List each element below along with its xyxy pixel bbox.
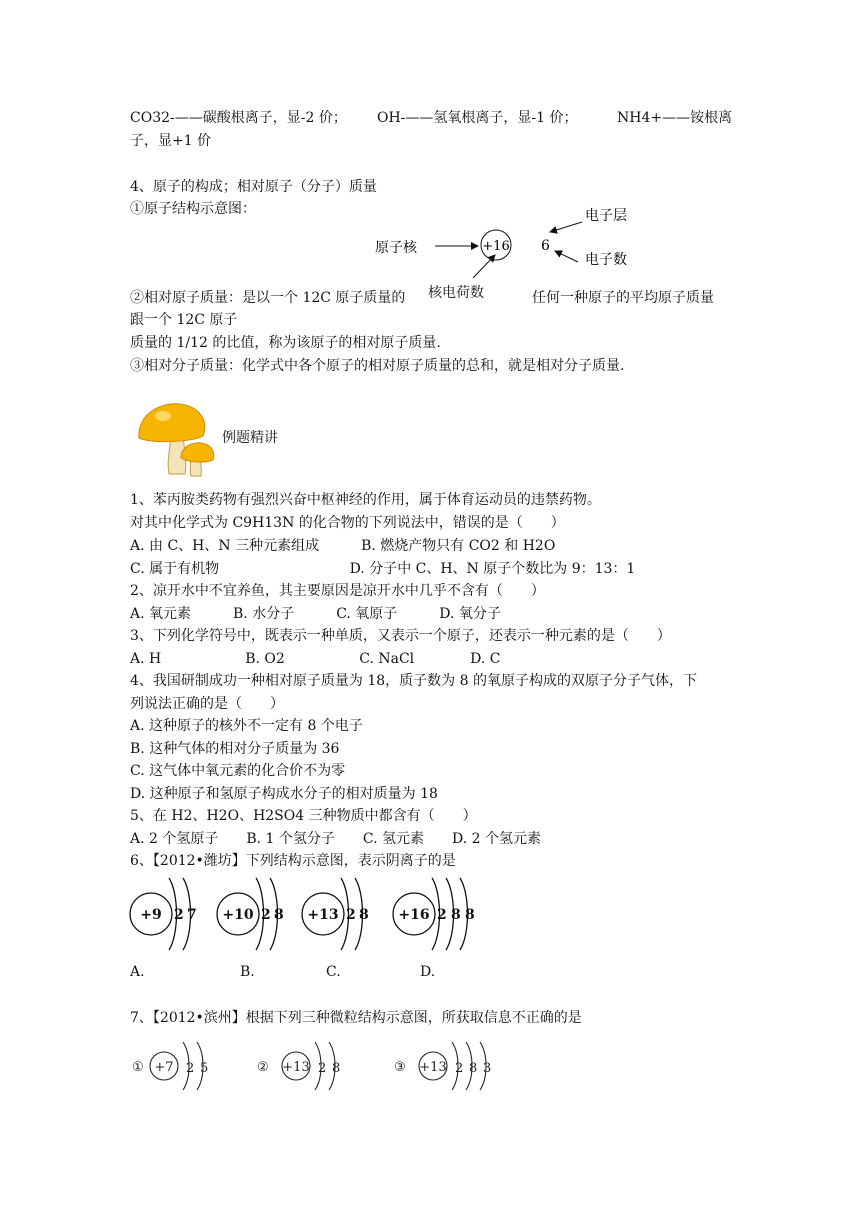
q6-option-b: B. xyxy=(240,964,255,980)
relative-atomic-mass-a: ②相对原子质量：是以一个 12C 原子质量的 xyxy=(130,290,406,306)
q6-option-a: A. xyxy=(130,964,145,980)
q6-b-shell: 8 xyxy=(274,907,284,923)
q7-2-marker: ② xyxy=(257,1060,269,1075)
shell-electrons: 6 xyxy=(541,238,550,254)
ion-nh4: NH4+——铵根离 xyxy=(617,110,733,126)
question-line: A. 这种原子的核外不一定有 8 个电子 xyxy=(130,718,363,734)
q6-d-shell: 2 xyxy=(437,907,447,923)
question-line: D. 这种原子和氢原子构成水分子的相对质量为 18 xyxy=(130,786,438,802)
question-line: 2、凉开水中不宜养鱼，其主要原因是凉开水中几乎不含有（ ） xyxy=(130,583,545,599)
relative-molecular-mass: ③相对分子质量：化学式中各个原子的相对原子质量的总和，就是相对分子质量. xyxy=(130,358,625,374)
relative-atomic-mass-b: 任何一种原子的平均原子质量 xyxy=(532,290,714,306)
q6-c-shell: 8 xyxy=(359,907,369,923)
q6-a-shell: 2 xyxy=(174,907,184,923)
q7-structure-diagrams xyxy=(125,1036,525,1096)
question-line: 6、【2012•潍坊】下列结构示意图，表示阴离子的是 xyxy=(130,853,456,869)
nuclear-charge-label: 核电荷数 xyxy=(428,285,484,301)
electron-count-label: 电子数 xyxy=(585,252,627,268)
q7-2-nucleus: +13 xyxy=(282,1060,310,1075)
question-line: 1、苯丙胺类药物有强烈兴奋中枢神经的作用，属于体育运动员的违禁药物。 xyxy=(130,492,601,508)
question-line: A. 由 C、H、N 三种元素组成 B. 燃烧产物只有 CO2 和 H2O xyxy=(130,538,556,554)
question-line: A. 氧元素 B. 水分子 C. 氧原子 D. 氧分子 xyxy=(130,606,501,622)
q6-d-shell: 8 xyxy=(465,907,475,923)
relative-atomic-mass-d: 质量的 1/12 的比值，称为该原子的相对原子质量. xyxy=(130,335,441,351)
question-line: C. 属于有机物 D. 分子中 C、H、N 原子个数比为 9：13：1 xyxy=(130,561,636,577)
q6-option-d: D. xyxy=(420,964,436,980)
question-line: 列说法正确的是（ ） xyxy=(130,696,284,712)
nucleus-value: +16 xyxy=(482,239,510,254)
nucleus-label: 原子核 xyxy=(375,240,417,256)
question-line: B. 这种气体的相对分子质量为 36 xyxy=(130,741,340,757)
question-line: 4、我国研制成功一种相对原子质量为 18，质子数为 8 的氧原子构成的双原子分子气体，下 xyxy=(130,673,697,689)
mushroom-icon xyxy=(133,400,218,480)
question-line: 5、在 H2、H2O、H2SO4 三种物质中都含有（ ） xyxy=(130,808,477,824)
shell-arrow xyxy=(550,222,582,232)
ion-co3: CO32-——碳酸根离子，显-2 价； xyxy=(130,110,347,126)
q6-a-nucleus: +9 xyxy=(140,907,162,923)
ion-nh4-cont: 子，显+1 价 xyxy=(130,133,212,149)
q6-b-shell: 2 xyxy=(261,907,271,923)
question-line: A. 2 个氢原子 B. 1 个氢分子 C. 氢元素 D. 2 个氢元素 xyxy=(130,831,542,847)
q7-1-marker: ① xyxy=(132,1060,144,1075)
ion-oh: OH-——氢氧根离子，显-1 价； xyxy=(377,110,578,126)
q7-1-shell: 2 xyxy=(186,1061,195,1076)
examples-title: 例题精讲 xyxy=(222,430,278,446)
charge-arrow xyxy=(473,255,495,278)
electron-shell-label: 电子层 xyxy=(585,208,627,224)
q7-3-marker: ③ xyxy=(394,1060,406,1075)
diagram-title: ①原子结构示意图： xyxy=(130,201,256,217)
q7-2-shell: 2 xyxy=(318,1061,327,1076)
question-line: C. 这气体中氧元素的化合价不为零 xyxy=(130,763,346,779)
question-line: 对其中化学式为 C9H13N 的化合物的下列说法中，错误的是（ ） xyxy=(130,515,565,531)
question-line: 3、下列化学符号中，既表示一种单质，又表示一个原子，还表示一种元素的是（ ） xyxy=(130,628,671,644)
q7-3-shell: 2 xyxy=(455,1061,464,1076)
q6-c-nucleus: +13 xyxy=(307,907,339,923)
q7-stem: 7、【2012•滨州】根据下列三种微粒结构示意图，所获取信息不正确的是 xyxy=(130,1010,582,1026)
q7-2-shell: 8 xyxy=(332,1061,341,1076)
q7-3-shell: 8 xyxy=(469,1061,478,1076)
q6-b-nucleus: +10 xyxy=(222,907,254,923)
q6-c-shell: 2 xyxy=(346,907,356,923)
section4-heading: 4、原子的构成；相对原子（分子）质量 xyxy=(130,179,377,195)
relative-atomic-mass-c: 跟一个 12C 原子 xyxy=(130,312,238,328)
q6-structure-diagrams xyxy=(125,872,495,957)
q7-1-shell: 5 xyxy=(200,1061,209,1076)
question-line: A. H B. O2 C. NaCl D. C xyxy=(130,651,501,667)
q7-1-nucleus: +7 xyxy=(154,1060,174,1075)
q7-3-shell: 3 xyxy=(483,1061,492,1076)
q6-a-shell: 7 xyxy=(187,907,197,923)
q6-option-c: C. xyxy=(326,964,341,980)
q7-3-nucleus: +13 xyxy=(419,1060,447,1075)
q6-d-nucleus: +16 xyxy=(398,907,430,923)
q6-d-shell: 8 xyxy=(451,907,461,923)
count-arrow xyxy=(555,251,578,262)
